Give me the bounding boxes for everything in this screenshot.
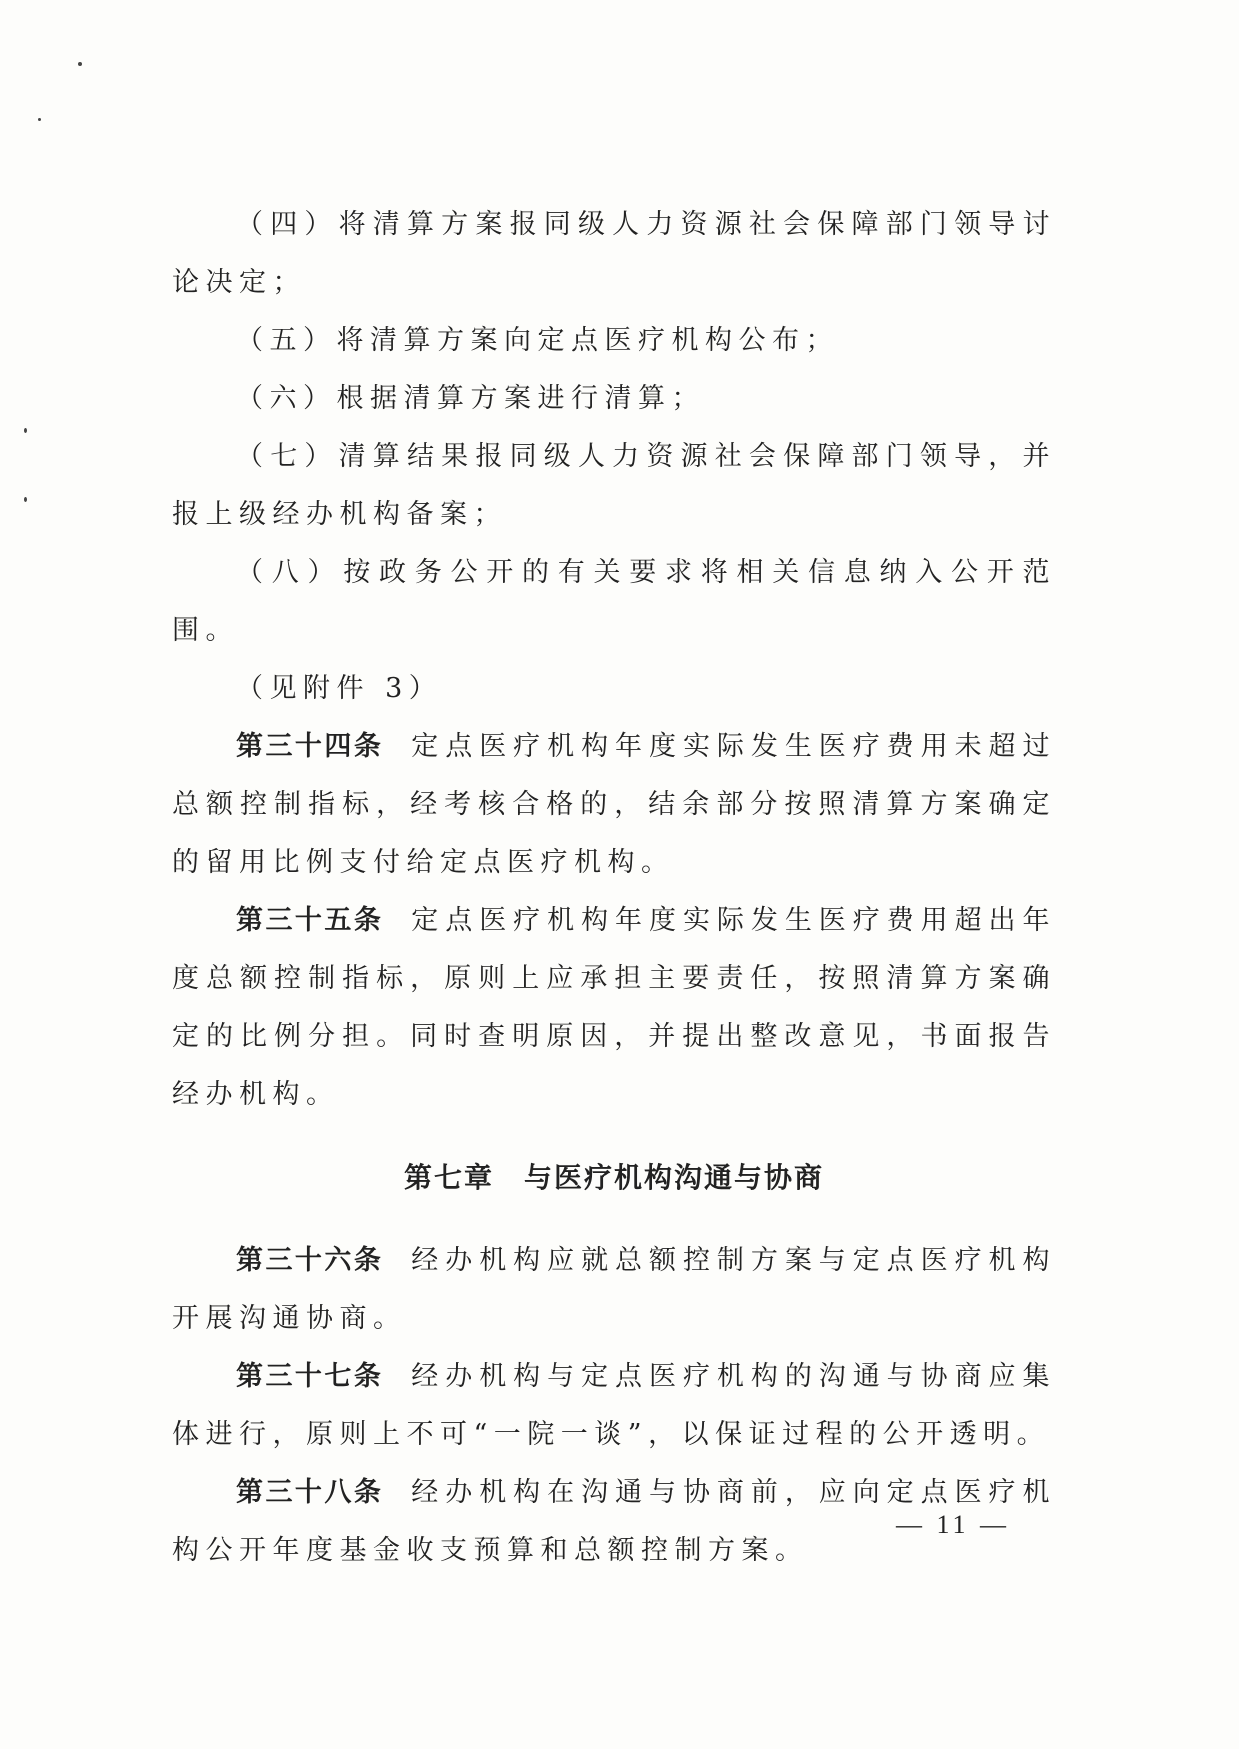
list-item: （四）将清算方案报同级人力资源社会保障部门领导讨论决定； (172, 209, 1056, 298)
article-text: 经办机构在沟通与协商前，应向定点医疗机构公开年度基金收支预算和总额控制方案。 (172, 1477, 1057, 1566)
article-heading: 第三十六条 (236, 1245, 384, 1276)
article-36 (172, 1232, 1056, 1348)
list-item: （六）根据清算方案进行清算； (236, 383, 705, 414)
scan-artifact-dot (78, 62, 82, 66)
scan-artifact-dot (24, 497, 27, 502)
article-text: 定点医疗机构年度实际发生医疗费用超出年度总额控制指标，原则上应承担主要责任，按照清算方案确定的比例分担。同时查明原因，并提出整改意见，书面报告经办机构。 (172, 905, 1057, 1110)
article-text: 经办机构与定点医疗机构的沟通与协商应集体进行，原则上不可“一院一谈”，以保证过程的公开透明。 (172, 1361, 1057, 1450)
page-number: — 11 — (896, 1510, 1011, 1539)
article-35 (172, 892, 1056, 1124)
article-37 (172, 1348, 1056, 1464)
scan-artifact-dot (24, 428, 27, 433)
document-body (172, 196, 1056, 1580)
article-heading: 第三十四条 (236, 731, 384, 762)
list-item: （七）清算结果报同级人力资源社会保障部门领导，并报上级经办机构备案； (172, 441, 1056, 530)
article-text: 定点医疗机构年度实际发生医疗费用未超过总额控制指标，经考核合格的，结余部分按照清算方案确定的留用比例支付给定点医疗机构。 (172, 731, 1057, 878)
list-item: （八）按政务公开的有关要求将相关信息纳入公开范围。 (172, 557, 1056, 646)
list-item: （五）将清算方案向定点医疗机构公布； (236, 325, 839, 356)
appendix-reference: （见附件 3） (236, 673, 443, 704)
article-34 (172, 718, 1056, 892)
article-heading: 第三十八条 (236, 1477, 384, 1508)
article-heading: 第三十七条 (236, 1361, 384, 1392)
chapter-title: 第七章 与医疗机构沟通与协商 (403, 1161, 824, 1194)
scan-artifact-dot (38, 118, 41, 121)
article-text: 经办机构应就总额控制方案与定点医疗机构开展沟通协商。 (172, 1245, 1057, 1334)
article-heading: 第三十五条 (236, 905, 384, 936)
